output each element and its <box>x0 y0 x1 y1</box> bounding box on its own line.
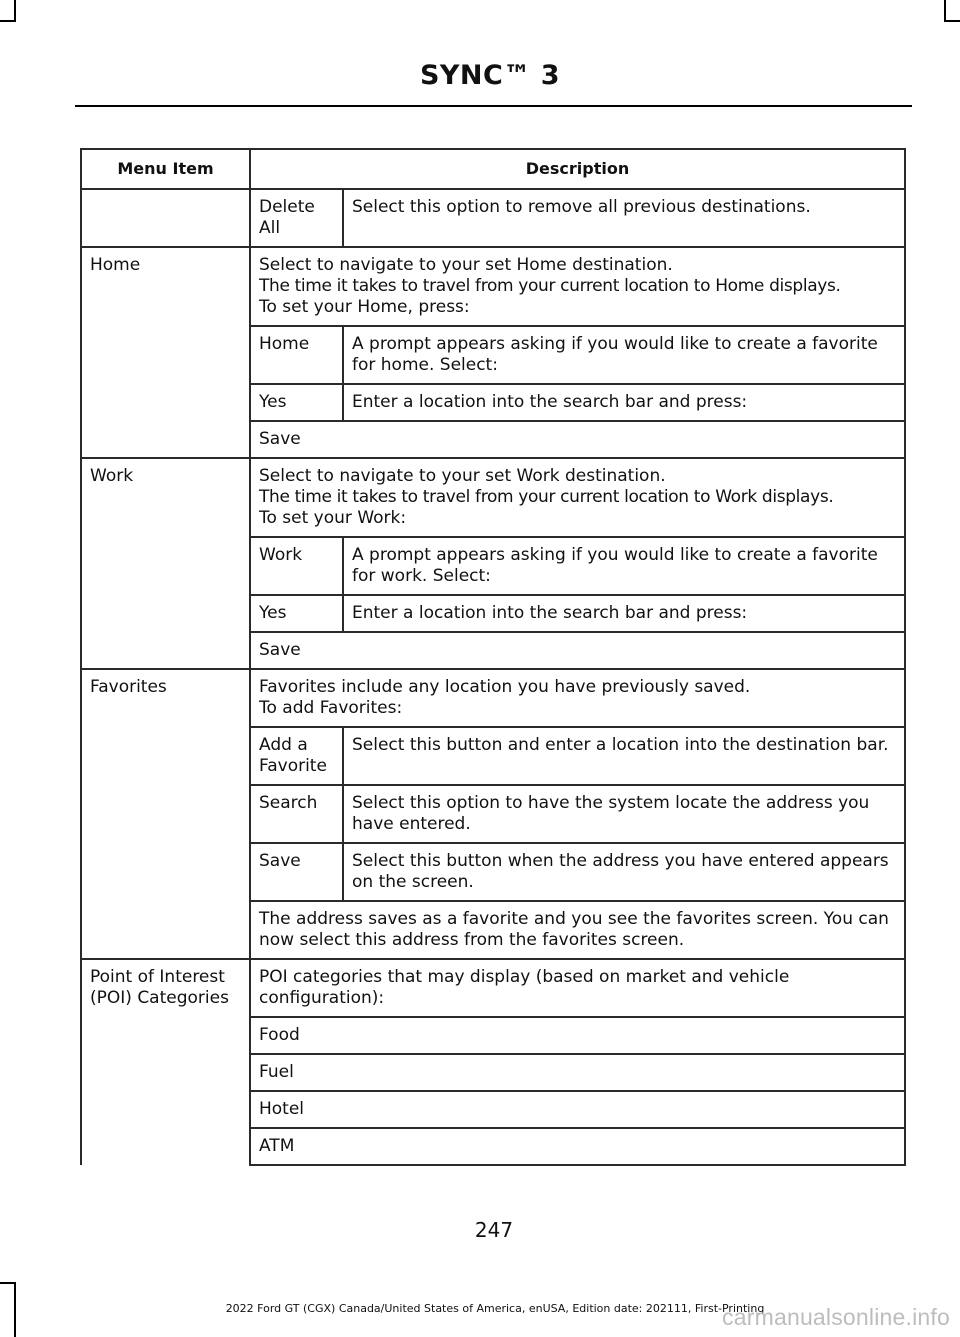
table-row <box>81 1017 905 1054</box>
menu-item-home: Home <box>81 247 250 326</box>
menu-cell-empty <box>81 421 250 458</box>
sub-key: Save <box>250 843 343 901</box>
description-cell <box>250 458 905 537</box>
crop-mark <box>944 20 960 22</box>
menu-cell-empty <box>81 1054 250 1091</box>
table-row <box>81 1091 905 1128</box>
sub-key: Search <box>250 785 343 843</box>
crop-mark <box>0 1282 16 1284</box>
menu-item-favorites: Favorites <box>81 669 250 727</box>
menu-cell-empty <box>81 537 250 595</box>
sub-description: Select this button and enter a location into the destination bar. <box>343 727 905 785</box>
column-header-menu-item: Menu Item <box>81 149 250 189</box>
description-line: The time it takes to travel from your current location to Home displays. <box>259 276 841 296</box>
table-row <box>81 384 905 421</box>
table-row <box>81 901 905 959</box>
description-line: Select to navigate to your set Work destination. <box>259 466 666 486</box>
table-row <box>81 421 905 458</box>
table-row <box>81 1054 905 1091</box>
description-line: Select to navigate to your set Home destination. <box>259 255 673 275</box>
description-line: To set your Home, press: <box>259 297 470 317</box>
menu-table <box>80 148 906 1166</box>
edition-footer: 2022 Ford GT (CGX) Canada/United States of America, enUSA, Edition date: 202111, First-Printing <box>225 1302 765 1315</box>
menu-cell-empty <box>81 326 250 384</box>
menu-cell-empty <box>81 1017 250 1054</box>
description-cell <box>250 247 905 326</box>
menu-item-work: Work <box>81 458 250 537</box>
description-cell <box>250 669 905 727</box>
table-row <box>81 537 905 595</box>
sub-description: A prompt appears asking if you would like to create a favorite for work. Select: <box>343 537 905 595</box>
sub-key: Delete All <box>250 189 343 247</box>
menu-cell-empty <box>81 785 250 843</box>
poi-category: Hotel <box>250 1091 905 1128</box>
watermark: carmanualsonline.info <box>722 1304 950 1330</box>
table-row <box>81 595 905 632</box>
table-row <box>81 785 905 843</box>
sub-description: Select this option to remove all previous destinations. <box>343 189 905 247</box>
menu-cell-empty <box>81 1128 250 1165</box>
sub-description: Select this option to have the system locate the address you have entered. <box>343 785 905 843</box>
menu-cell-empty <box>81 189 250 247</box>
description-line: The time it takes to travel from your current location to Work displays. <box>259 487 834 507</box>
description-line: To add Favorites: <box>259 698 403 718</box>
menu-cell-empty <box>81 632 250 669</box>
sub-key: Yes <box>250 384 343 421</box>
table-row <box>81 458 905 537</box>
sub-description: Select this button when the address you have entered appears on the screen. <box>343 843 905 901</box>
header-divider <box>75 105 912 107</box>
sub-description: Enter a location into the search bar and press: <box>343 384 905 421</box>
table-row <box>81 669 905 727</box>
crop-mark <box>14 0 16 22</box>
final-step: Save <box>250 421 905 458</box>
menu-cell-empty <box>81 384 250 421</box>
page-title: SYNC™ 3 <box>419 60 561 91</box>
menu-item-poi: Point of Interest (POI) Categories <box>81 959 250 1017</box>
table-row <box>81 727 905 785</box>
sub-key: Yes <box>250 595 343 632</box>
sub-key: Home <box>250 326 343 384</box>
sub-key: Work <box>250 537 343 595</box>
table-row <box>81 189 905 247</box>
page-number: 247 <box>474 1218 514 1242</box>
crop-mark <box>944 0 946 22</box>
poi-category: Fuel <box>250 1054 905 1091</box>
description-line: Favorites include any location you have previously saved. <box>259 677 751 697</box>
sub-description: A prompt appears asking if you would like to create a favorite for home. Select: <box>343 326 905 384</box>
table-row <box>81 247 905 326</box>
crop-mark <box>0 20 16 22</box>
final-step: The address saves as a favorite and you see the favorites screen. You can now select this address from the favorites screen. <box>250 901 905 959</box>
poi-category: Food <box>250 1017 905 1054</box>
column-header-description: Description <box>250 149 905 189</box>
menu-cell-empty <box>81 843 250 901</box>
menu-cell-empty <box>81 901 250 959</box>
menu-cell-empty <box>81 595 250 632</box>
description-line: To set your Work: <box>259 508 407 528</box>
table-row <box>81 1128 905 1165</box>
poi-category: ATM <box>250 1128 905 1165</box>
table-row <box>81 632 905 669</box>
table-row <box>81 843 905 901</box>
table-row <box>81 959 905 1017</box>
sub-key: Add a Favorite <box>250 727 343 785</box>
menu-cell-empty <box>81 1091 250 1128</box>
description-cell: POI categories that may display (based on market and vehicle configuration): <box>250 959 905 1017</box>
menu-cell-empty <box>81 727 250 785</box>
sub-description: Enter a location into the search bar and press: <box>343 595 905 632</box>
final-step: Save <box>250 632 905 669</box>
table-row <box>81 326 905 384</box>
